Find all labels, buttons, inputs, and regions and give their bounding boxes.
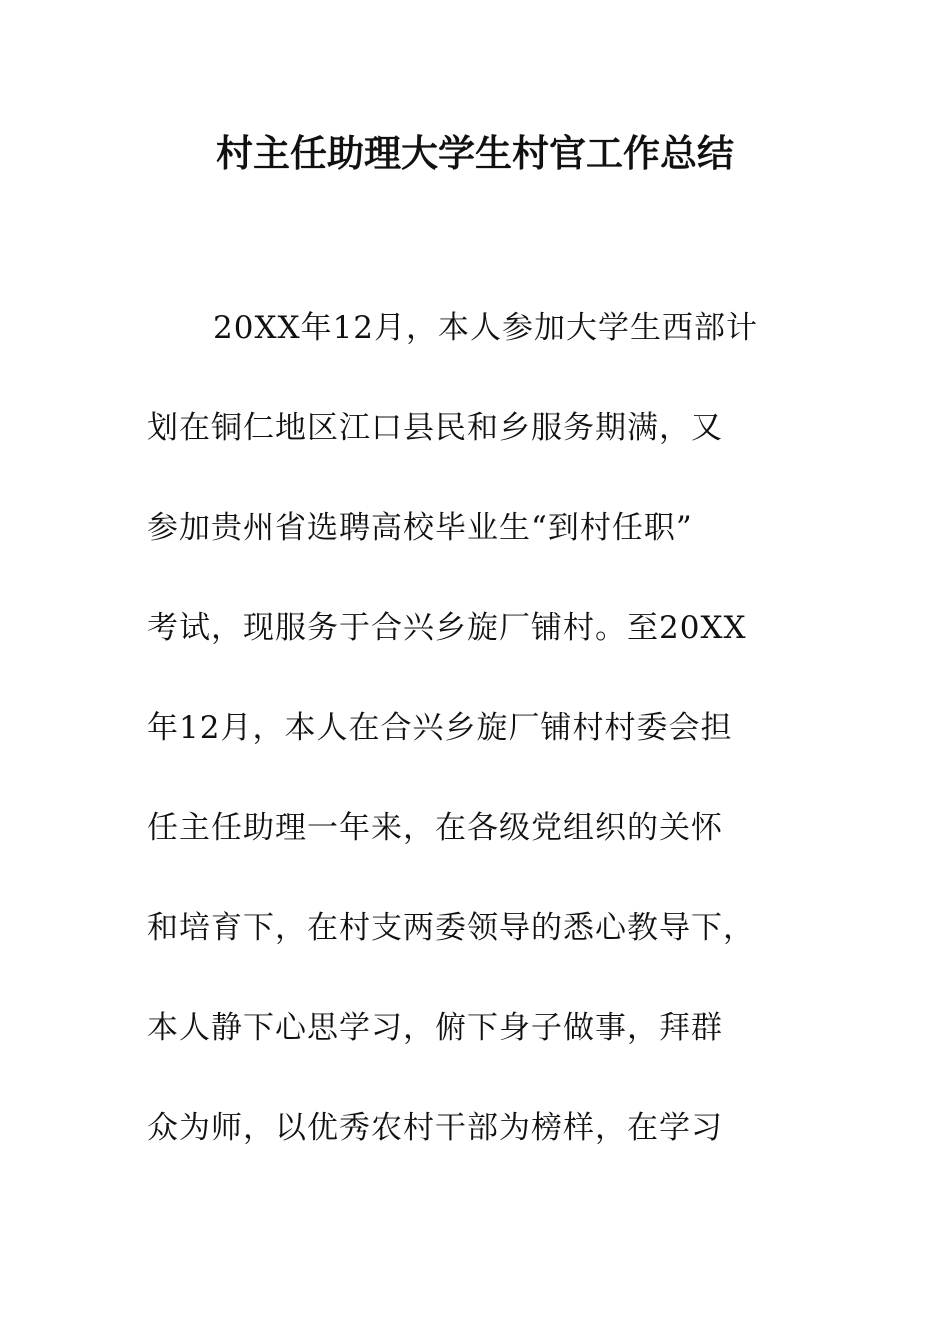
body-line: 划在铜仁地区江口县民和乡服务期满，又 <box>147 410 723 446</box>
document-body <box>147 302 807 1202</box>
body-line: 任主任助理一年来，在各级党组织的关怀 <box>147 810 723 846</box>
body-line: 和培育下，在村支两委领导的悉心教导下， <box>147 910 755 946</box>
body-line: 众为师，以优秀农村干部为榜样，在学习 <box>147 1110 723 1146</box>
body-line: 20XX年12月，本人参加大学生西部计 <box>213 310 759 346</box>
body-line: 考试，现服务于合兴乡旋厂铺村。至20XX <box>147 610 747 646</box>
body-line: 本人静下心思学习，俯下身子做事，拜群 <box>147 1010 723 1046</box>
body-line: 参加贵州省选聘高校毕业生“到村任职” <box>147 510 693 546</box>
document-title: 村主任助理大学生村官工作总结 <box>216 132 734 175</box>
body-line: 年12月，本人在合兴乡旋厂铺村村委会担 <box>147 710 733 746</box>
